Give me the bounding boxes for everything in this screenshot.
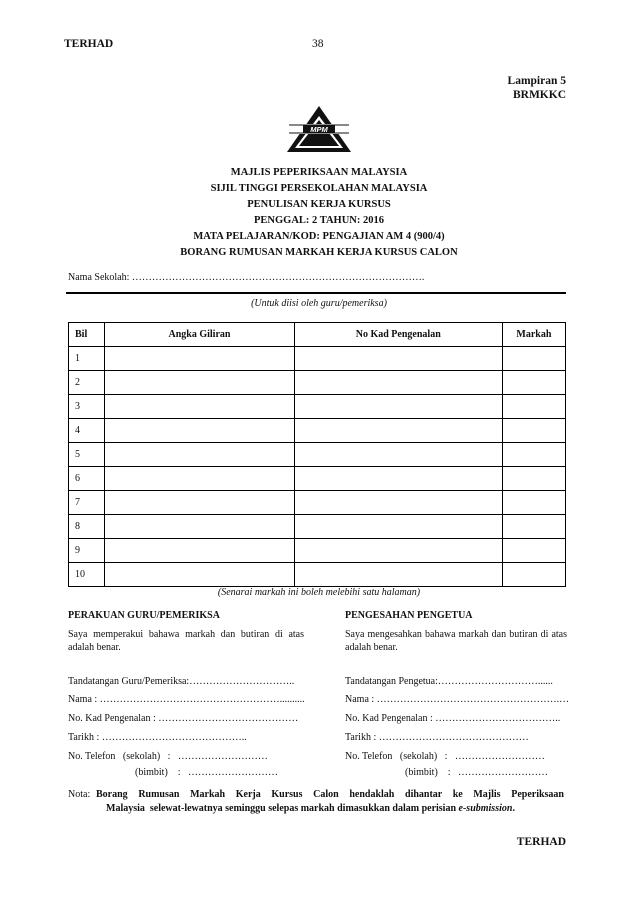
markah-cell[interactable]: [502, 539, 565, 563]
angka-giliran-cell[interactable]: [105, 419, 294, 443]
markah-cell[interactable]: [502, 515, 565, 539]
angka-giliran-cell[interactable]: [105, 467, 294, 491]
teacher-name-field[interactable]: Nama : ………………………………………………..........: [68, 694, 305, 705]
teacher-phone-mobile-field[interactable]: (bimbit) : ………………………: [135, 767, 279, 778]
nota-line-2-text: Malaysia selewat-lewatnya seminggu selepas markah dimasukkan dalam perisian: [106, 803, 459, 814]
table-row: [69, 347, 566, 371]
ic-cell[interactable]: [294, 539, 502, 563]
lampiran-label: Lampiran 5: [507, 75, 566, 87]
ic-cell[interactable]: [294, 395, 502, 419]
angka-giliran-cell[interactable]: [105, 539, 294, 563]
nota-line-1: Borang Rumusan Markah Kerja Kursus Calon hendaklah dihantar ke Majlis Peperiksaan: [96, 789, 564, 800]
markah-cell[interactable]: [502, 443, 565, 467]
angka-giliran-cell[interactable]: [105, 347, 294, 371]
col-bil: Bil: [69, 323, 105, 347]
table-row: [69, 395, 566, 419]
title-line-1: MAJLIS PEPERIKSAAN MALAYSIA: [230, 167, 408, 178]
title-line-3: PENULISAN KERJA KURSUS: [247, 199, 391, 210]
principal-name-field[interactable]: Nama : ……………………………………………….…: [345, 694, 570, 705]
table-row: [69, 563, 566, 587]
ic-cell[interactable]: [294, 347, 502, 371]
title-line-5: MATA PELAJARAN/KOD: PENGAJIAN AM 4 (900/4): [193, 231, 445, 242]
markah-cell[interactable]: [502, 563, 565, 587]
principal-ic-field[interactable]: No. Kad Pengenalan : ………………………………..: [345, 713, 561, 724]
teacher-phone-school-field[interactable]: No. Telefon (sekolah) : ………………………: [68, 751, 268, 762]
teacher-declaration-body: Saya memperakui bahawa markah dan butiran di atas adalah benar.: [68, 629, 304, 653]
principal-signature-field[interactable]: Tandatangan Pengetua:…………………………......: [345, 676, 553, 687]
row-number: 4: [69, 419, 105, 443]
col-no-kad-pengenalan: No Kad Pengenalan: [294, 323, 502, 347]
title-line-4: PENGGAL: 2 TAHUN: 2016: [254, 215, 384, 226]
ic-cell[interactable]: [294, 371, 502, 395]
principal-validation-heading: PENGESAHAN PENGETUA: [345, 610, 473, 621]
angka-giliran-cell[interactable]: [105, 371, 294, 395]
ic-cell[interactable]: [294, 515, 502, 539]
ic-cell[interactable]: [294, 419, 502, 443]
principal-phone-school-field[interactable]: No. Telefon (sekolah) : ………………………: [345, 751, 545, 762]
divider-rule: [66, 292, 566, 294]
markah-cell[interactable]: [502, 467, 565, 491]
row-number: 8: [69, 515, 105, 539]
table-row: [69, 467, 566, 491]
row-number: 9: [69, 539, 105, 563]
ic-cell[interactable]: [294, 443, 502, 467]
table-row: [69, 491, 566, 515]
fill-note: (Untuk diisi oleh guru/pemeriksa): [251, 298, 387, 309]
e-submission-term: e-submission: [458, 803, 513, 814]
nota-line-2: [106, 803, 515, 814]
angka-giliran-cell[interactable]: [105, 491, 294, 515]
row-number: 7: [69, 491, 105, 515]
table-row: [69, 539, 566, 563]
classification-header: TERHAD: [64, 38, 114, 50]
table-row: [69, 515, 566, 539]
page-number: 38: [312, 38, 324, 50]
title-line-6: BORANG RUMUSAN MARKAH KERJA KURSUS CALON: [180, 247, 458, 258]
form-code: BRMKKC: [512, 89, 566, 101]
table-row: [69, 419, 566, 443]
angka-giliran-cell[interactable]: [105, 515, 294, 539]
angka-giliran-cell[interactable]: [105, 563, 294, 587]
school-name-field[interactable]: Nama Sekolah: …………………………………………………………………………….: [68, 272, 425, 283]
mpm-logo: [285, 104, 353, 154]
row-number: 3: [69, 395, 105, 419]
teacher-signature-field[interactable]: Tandatangan Guru/Pemeriksa:…………………………..: [68, 676, 295, 687]
classification-footer: TERHAD: [516, 836, 566, 848]
row-number: 1: [69, 347, 105, 371]
teacher-date-field[interactable]: Tarikh : ……………………………………..: [68, 732, 247, 743]
angka-giliran-cell[interactable]: [105, 443, 294, 467]
row-number: 2: [69, 371, 105, 395]
col-markah: Markah: [502, 323, 565, 347]
markah-cell[interactable]: [502, 371, 565, 395]
principal-validation-body: Saya mengesahkan bahawa markah dan butiran di atas adalah benar.: [345, 629, 567, 653]
teacher-declaration-heading: PERAKUAN GURU/PEMERIKSA: [68, 610, 220, 621]
markah-cell[interactable]: [502, 419, 565, 443]
ic-cell[interactable]: [294, 491, 502, 515]
table-row: [69, 371, 566, 395]
markah-cell[interactable]: [502, 491, 565, 515]
title-line-2: SIJIL TINGGI PERSEKOLAHAN MALAYSIA: [210, 183, 428, 194]
col-angka-giliran: Angka Giliran: [105, 323, 294, 347]
table-note: (Senarai markah ini boleh melebihi satu halaman): [217, 587, 421, 598]
table-header-row: [69, 323, 566, 347]
row-number: 5: [69, 443, 105, 467]
angka-giliran-cell[interactable]: [105, 395, 294, 419]
teacher-ic-field[interactable]: No. Kad Pengenalan : ……………………………………: [68, 713, 299, 724]
ic-cell[interactable]: [294, 563, 502, 587]
marks-table: [68, 322, 566, 587]
row-number: 10: [69, 563, 105, 587]
principal-phone-mobile-field[interactable]: (bimbit) : ………………………: [405, 767, 549, 778]
markah-cell[interactable]: [502, 395, 565, 419]
principal-date-field[interactable]: Tarikh : ………………………………………: [345, 732, 529, 743]
markah-cell[interactable]: [502, 347, 565, 371]
row-number: 6: [69, 467, 105, 491]
ic-cell[interactable]: [294, 467, 502, 491]
nota-label: Nota:: [68, 789, 91, 800]
nota-period: .: [512, 803, 515, 814]
svg-text:MPM: MPM: [310, 125, 328, 134]
table-row: [69, 443, 566, 467]
